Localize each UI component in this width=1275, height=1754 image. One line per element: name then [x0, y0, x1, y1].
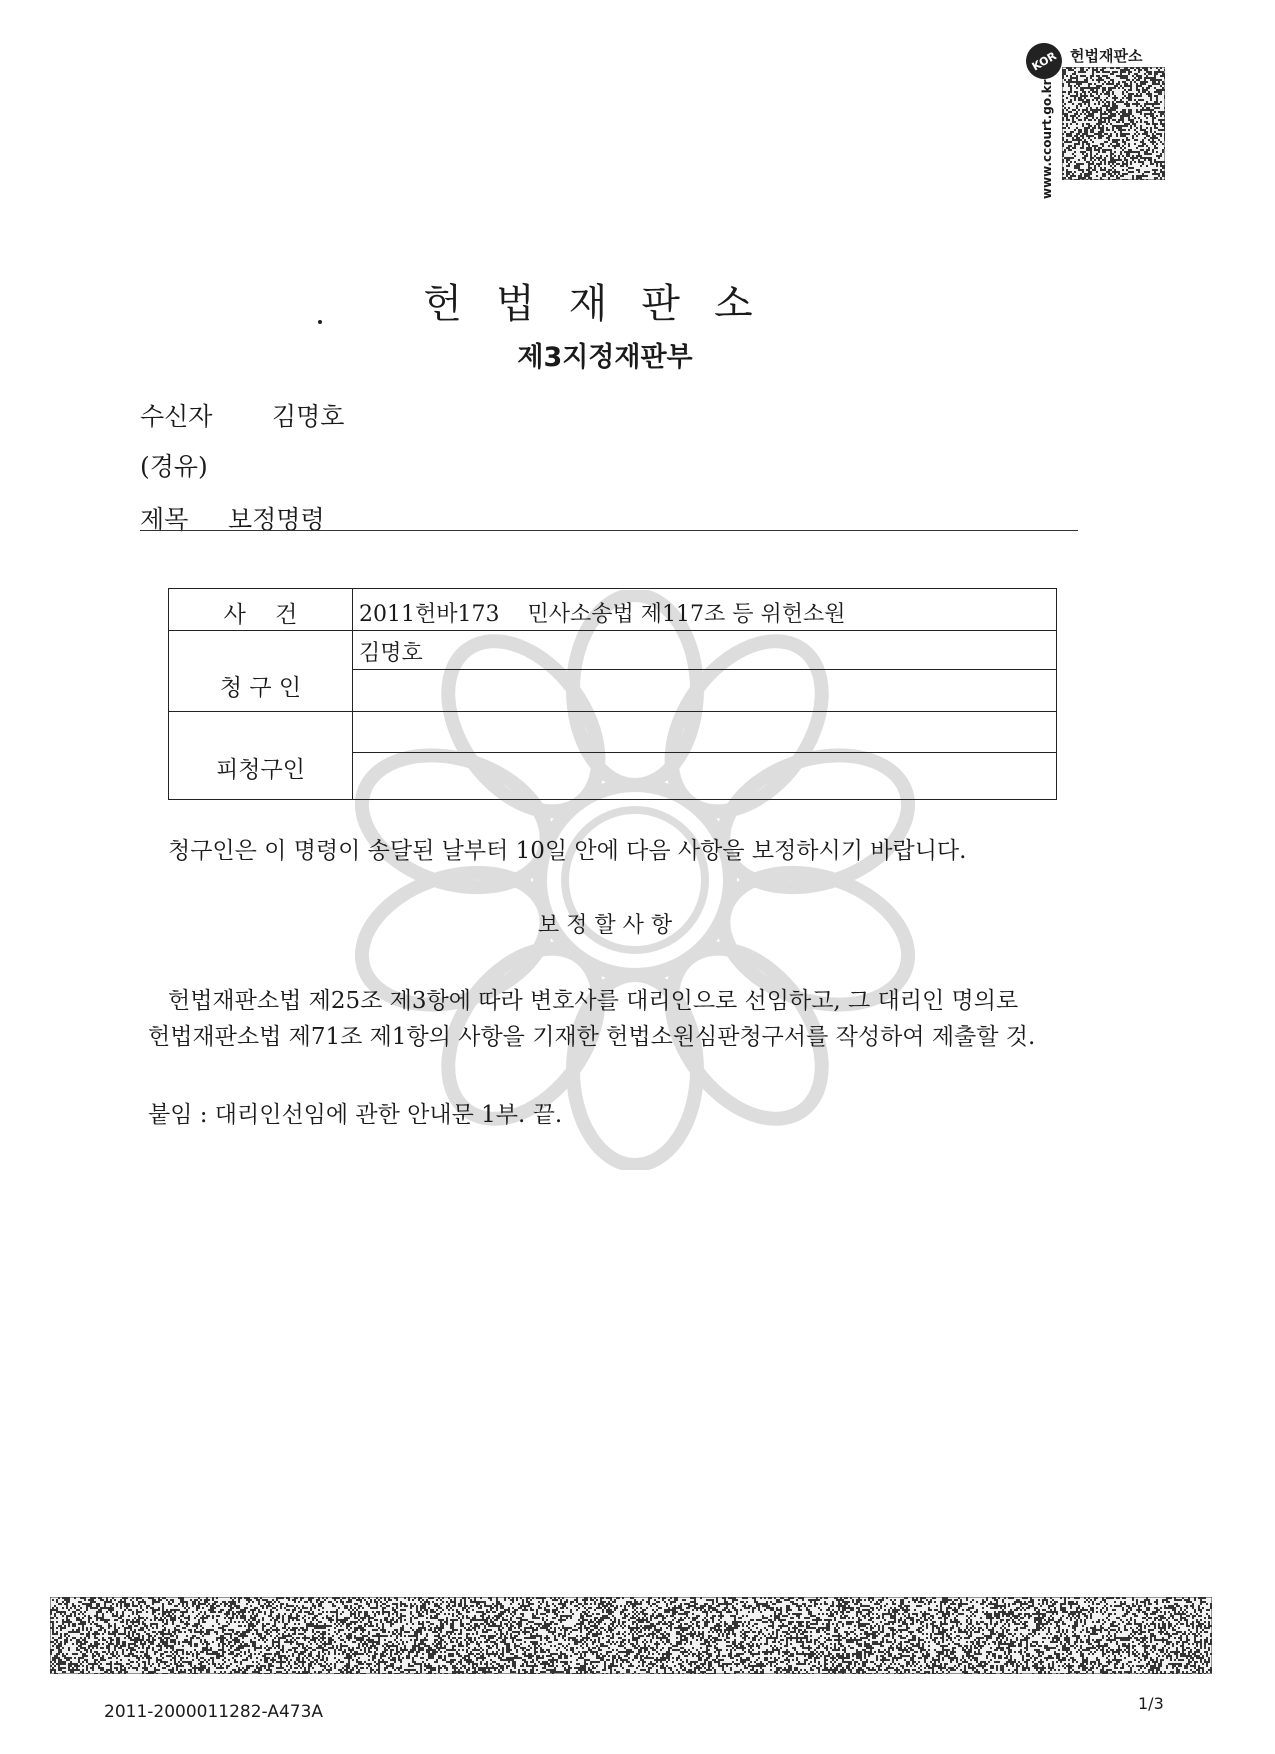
- petitioner-value: 김명호: [359, 641, 423, 666]
- seal-url: www.ccourt.go.kr: [1040, 79, 1054, 199]
- via-row: [140, 447, 208, 483]
- correction-item-line-1: 헌법재판소법 제25조 제3항에 따라 변호사를 대리인으로 선임하고, 그 대리인 명의로: [168, 988, 1019, 1014]
- recipient-label: 수신자: [140, 402, 213, 431]
- section-heading: 보 정 할 사 항: [537, 913, 673, 938]
- table-row-divider: [352, 669, 1056, 670]
- header-divider: [140, 530, 1078, 531]
- instruction-text: 청구인은 이 명령이 송달된 날부터 10일 안에 다음 사항을 보정하시기 바랍니다.: [168, 838, 967, 864]
- respondent-label: 피청구인: [216, 757, 305, 783]
- case-label: 사 건: [223, 602, 298, 628]
- case-value: 2011헌바173 민사소송법 제117조 등 위헌소원: [359, 602, 846, 627]
- document-id: 2011-2000011282-A473A: [104, 1702, 324, 1722]
- table-column-divider: [352, 589, 353, 799]
- via-label: (경유): [140, 452, 208, 481]
- recipient-row: [140, 397, 344, 433]
- seal-label: 헌법재판소: [1070, 47, 1143, 65]
- subject-value: 보정명령: [228, 505, 325, 534]
- kor-badge-icon: KOR: [1019, 36, 1068, 85]
- page-number: 1/3: [1138, 1694, 1164, 1713]
- petitioner-label: 청 구 인: [219, 675, 302, 701]
- case-table: [168, 588, 1057, 800]
- scan-speck: [318, 320, 322, 324]
- qr-barcode-icon: [1062, 67, 1165, 180]
- court-name-title: 헌법재판소: [423, 281, 787, 327]
- subject-label: 제목: [140, 505, 189, 534]
- court-seal-barcode: [1029, 45, 1165, 199]
- division-title: 제3지정재판부: [517, 342, 693, 373]
- footer-barcode-icon: [50, 1597, 1212, 1674]
- recipient-value: 김명호: [272, 402, 345, 431]
- table-row-divider: [169, 630, 1056, 631]
- correction-item-line-2: 헌법재판소법 제71조 제1항의 사항을 기재한 헌법소원심판청구서를 작성하여 제출할 것.: [148, 1024, 1036, 1050]
- attachment-note: 붙임 : 대리인선임에 관한 안내문 1부. 끝.: [148, 1102, 563, 1128]
- table-row-divider: [352, 752, 1056, 753]
- table-row-divider: [169, 711, 1056, 712]
